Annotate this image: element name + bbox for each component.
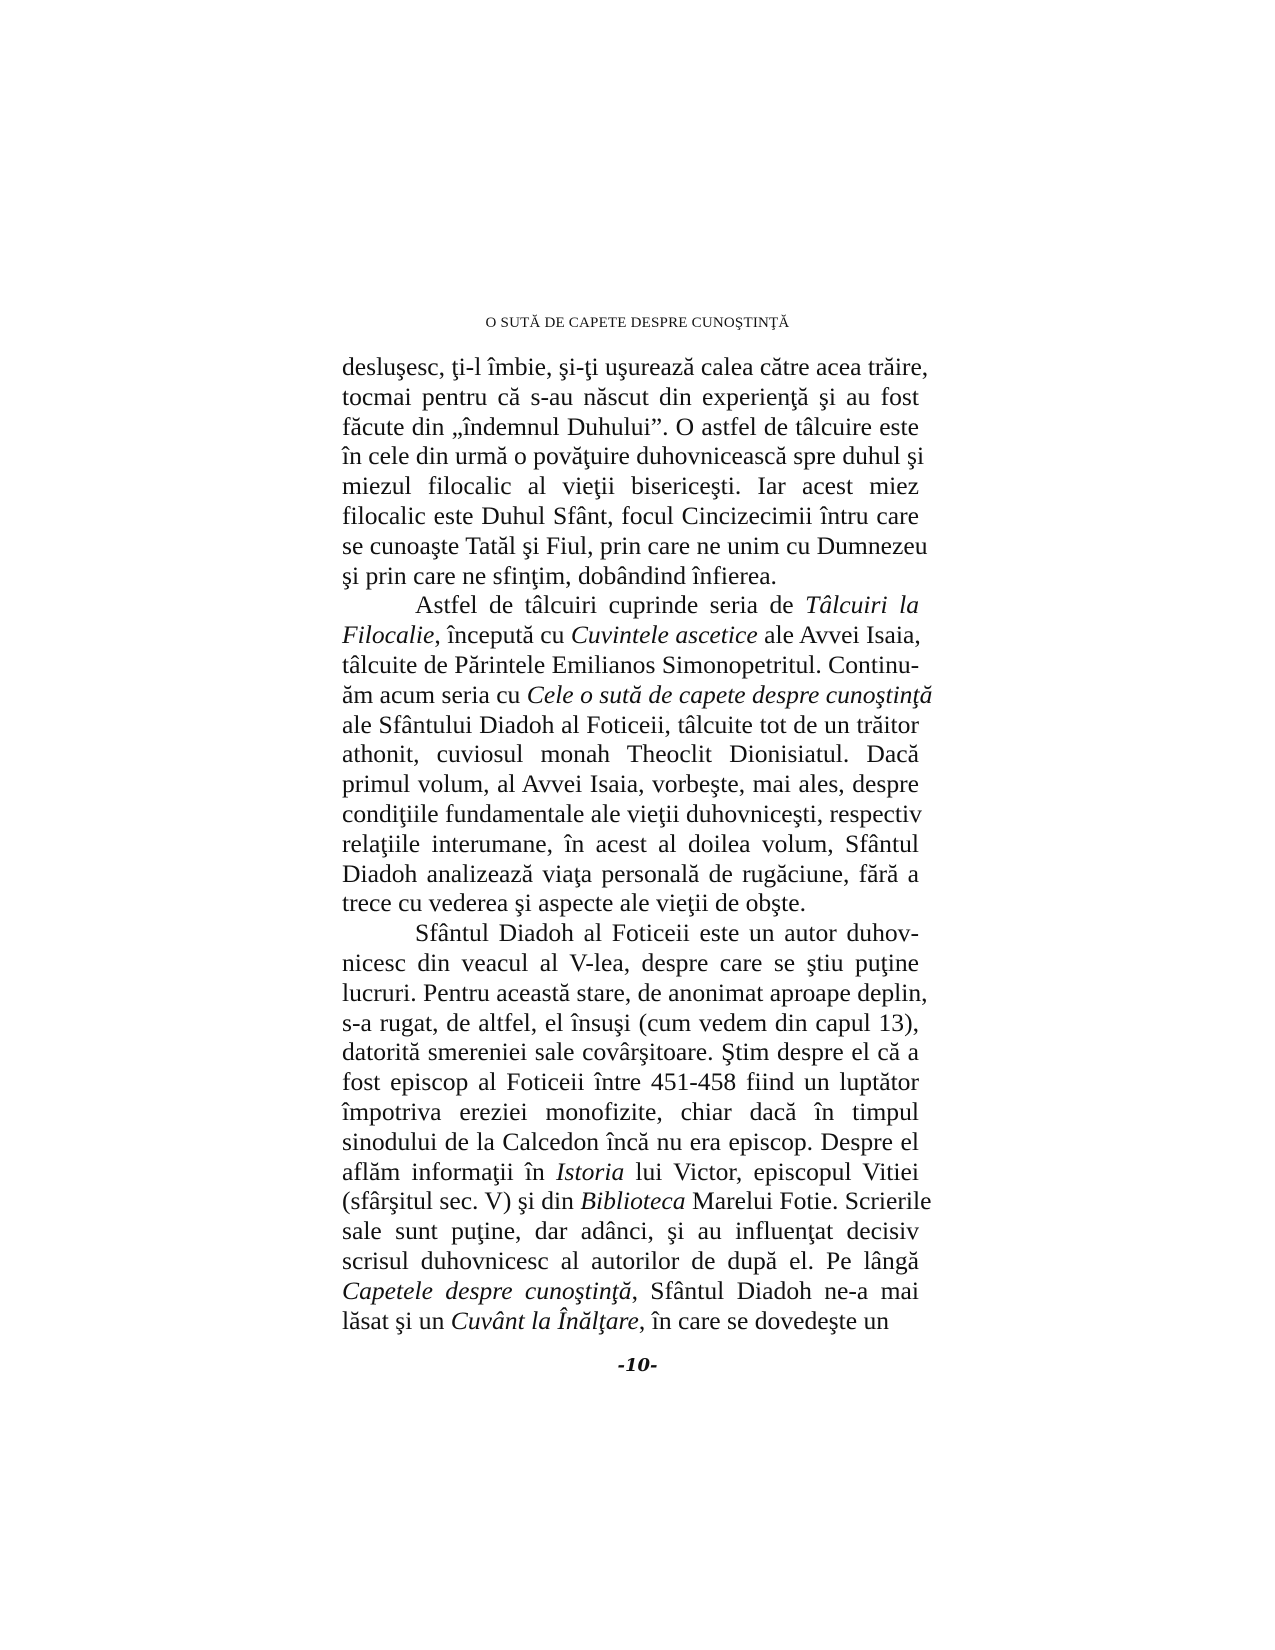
text-run: nicesc din veacul al V-lea, despre care se ştiu puţine [342, 947, 919, 977]
text-line [342, 1246, 919, 1276]
text-run: primul volum, al Avvei Isaia, vorbeşte, mai ales, despre [342, 769, 919, 799]
text-line [342, 501, 919, 531]
text-line [342, 1276, 919, 1306]
text-line [342, 441, 925, 471]
text-run: , în care se dovedeşte un [638, 1305, 890, 1335]
text-run: Astfel de tâlcuiri cuprinde seria de [415, 590, 806, 620]
italic-title: Cuvintele ascetice [570, 620, 758, 650]
text-run: athonit, cuviosul monah Theoclit Dionisiatul. Dacă [342, 739, 919, 769]
text-run: Diadoh analizează viaţa personală de rugăciune, fără a [342, 858, 919, 888]
text-run: ale Sfântului Diadoh al Foticeii, tâlcuite tot de un trăitor [342, 709, 919, 739]
text-line [342, 769, 919, 799]
text-line [342, 412, 919, 442]
text-line [342, 382, 919, 412]
text-line [342, 471, 919, 501]
text-line [342, 352, 929, 382]
italic-title: Istoria [555, 1156, 625, 1186]
text-run: relaţiile interumane, în acest al doilea volum, Sfântul [342, 828, 919, 858]
text-line [342, 1186, 932, 1216]
text-line [342, 977, 928, 1008]
text-line [342, 739, 919, 769]
text-line [342, 918, 919, 948]
text-run: lucruri. Pentru această stare, de anonimat aproape deplin, [342, 977, 928, 1007]
text-run: împotriva ereziei monofizite, chiar dacă în timpul [342, 1096, 919, 1126]
text-line [342, 1037, 919, 1067]
text-line [342, 829, 919, 859]
text-run: tâlcuite de Părintele Emilianos Simonopetritul. Continu- [342, 649, 920, 679]
text-line [342, 888, 919, 918]
italic-title: Biblioteca [580, 1186, 686, 1216]
text-run: sale sunt puţine, dar adânci, şi au influenţat decisiv [342, 1216, 919, 1246]
text-run: desluşesc, ţi-l îmbie, şi-ţi uşurează calea către acea trăire, [342, 352, 929, 381]
text-run: filocalic este Duhul Sfânt, focul Cincizecimii întru care [342, 500, 919, 530]
text-run: aflăm informaţii în [342, 1156, 556, 1186]
text-run: trece cu vederea şi aspecte ale vieţii de obşte. [342, 888, 806, 918]
body-text [342, 352, 933, 1335]
text-line [342, 1067, 919, 1097]
italic-title: Filocalie [342, 620, 435, 650]
text-run: ale Avvei Isaia, [757, 620, 921, 650]
text-run: şi prin care ne sfinţim, dobândind înfierea. [342, 560, 777, 590]
text-run: miezul filocalic al vieţii bisericeşti. Iar acest miez [342, 471, 919, 501]
text-run: , Sfântul Diadoh ne-a mai [631, 1275, 919, 1305]
text-run: ăm acum seria cu [342, 679, 527, 709]
text-run: (sfârşitul sec. V) şi din [342, 1186, 581, 1216]
text-line [342, 1097, 919, 1127]
text-line [342, 798, 922, 829]
text-line [342, 530, 928, 561]
text-line [342, 620, 919, 650]
text-run: lui Victor, episcopul Vitiei [624, 1156, 920, 1186]
text-run: tocmai pentru că s-au născut din experienţă şi au fost [342, 381, 919, 411]
italic-title: Tâlcuiri la [805, 590, 919, 620]
text-run: sinodului de la Calcedon încă nu era episcop. Despre el [342, 1126, 919, 1156]
running-head: O SUTĂ DE CAPETE DESPRE CUNOŞTINŢĂ [485, 315, 790, 331]
text-run: făcute din „îndemnul Duhului”. O astfel de tâlcuire este [342, 411, 919, 441]
text-run: în cele din urmă o povăţuire duhovnicească spre duhul şi [342, 441, 925, 471]
text-run: scrisul duhovnicesc al autorilor de după el. Pe lângă [342, 1245, 919, 1275]
page-number: -10- [617, 1355, 658, 1376]
text-line [342, 590, 919, 620]
italic-title: Cuvânt la Înălţare [450, 1305, 639, 1335]
italic-title: Cele o sută de capete despre cunoştinţă [526, 679, 933, 709]
text-run: condiţiile fundamentale ale vieţii duhovniceşti, respectiv [342, 798, 922, 828]
text-run: lăsat şi un [342, 1305, 451, 1335]
text-line [342, 1127, 919, 1157]
text-line [342, 561, 919, 591]
text-line [342, 650, 919, 680]
text-line [342, 710, 919, 740]
italic-title: Capetele despre cunoştinţă [342, 1275, 632, 1305]
text-run: fost episcop al Foticeii între 451-458 fiind un luptător [342, 1067, 919, 1097]
text-line [342, 1008, 919, 1038]
text-line [342, 1216, 919, 1246]
text-run: s-a rugat, de altfel, el însuşi (cum vedem din capul 13), [342, 1007, 919, 1037]
text-line [342, 948, 919, 978]
text-run: Sfântul Diadoh al Foticeii este un autor duhov- [415, 918, 919, 948]
text-run: se cunoaşte Tatăl şi Fiul, prin care ne unim cu Dumnezeu [342, 530, 928, 560]
text-run: datorită smereniei sale covârşitoare. Ştim despre el că a [342, 1037, 919, 1067]
text-line [342, 859, 919, 889]
text-line [342, 679, 933, 710]
text-run: , începută cu [434, 620, 571, 650]
text-line [342, 1157, 919, 1187]
text-line [342, 1306, 919, 1336]
text-run: Marelui Fotie. Scrierile [685, 1186, 932, 1216]
